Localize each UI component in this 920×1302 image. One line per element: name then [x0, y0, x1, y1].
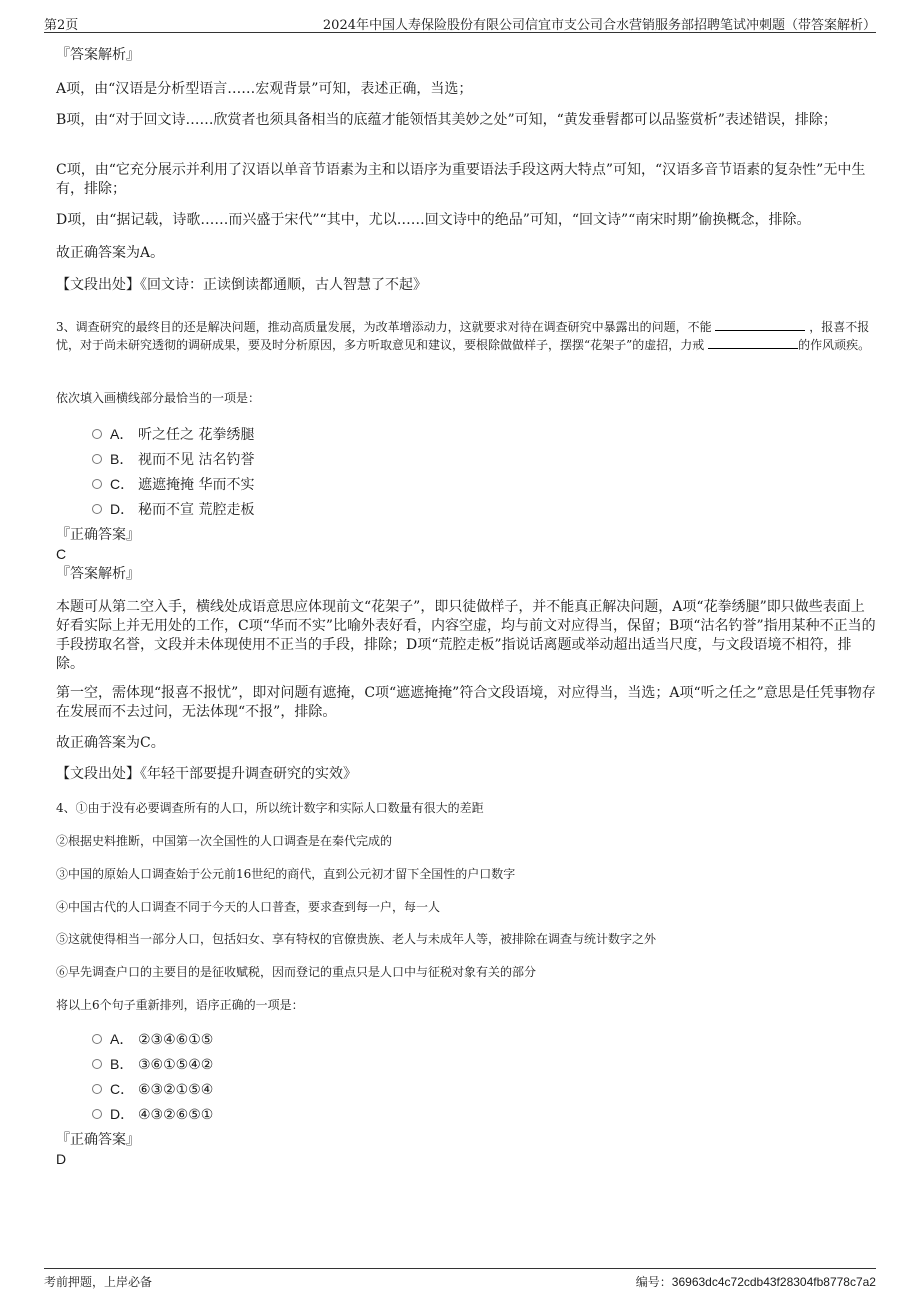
radio-icon[interactable]: [92, 454, 102, 464]
document-title: 2024年中国人寿保险股份有限公司信宜市支公司合水营销服务部招聘笔试冲刺题（带答案解析）: [322, 18, 876, 33]
q3-option-a[interactable]: A． 听之任之 花拳绣腿: [92, 425, 254, 444]
q2-analysis-d: D项，由“据记载，诗歌……而兴盛于宋代”“其中，尤以……回文诗中的绝品”可知，“回文诗”“南宋时期”偷换概念，排除。: [56, 212, 811, 228]
q2-source: 【文段出处】《回文诗：正读倒读都通顺，古人智慧了不起》: [56, 277, 427, 293]
footer-slogan: 考前押题，上岸必备: [44, 1275, 153, 1289]
page-number: 第2页: [44, 18, 79, 33]
q4-sentence-2: ②根据史料推断，中国第一次全国性的人口调查是在秦代完成的: [56, 834, 393, 848]
q2-analysis-b: B项，由“对于回文诗……欣赏者也须具备相当的底蕴才能领悟其美妙之处”可知，“黄发垂髫都可以品鉴赏析”表述错误，排除；: [56, 112, 837, 128]
radio-icon[interactable]: [92, 1034, 102, 1044]
q3-option-b[interactable]: B． 视而不见 沽名钓誉: [92, 450, 254, 469]
q3-stem: [56, 318, 876, 354]
q3-source: 【文段出处】《年轻干部要提升调查研究的实效》: [56, 766, 357, 782]
q3-blank-1: [715, 318, 805, 331]
radio-icon[interactable]: [92, 429, 102, 439]
q3-blank-2: [708, 336, 798, 349]
q4-option-c[interactable]: C． ⑥③②①⑤④: [92, 1080, 213, 1099]
q4-sentence-5: ⑤这就使得相当一部分人口，包括妇女、享有特权的官僚贵族、老人与未成年人等，被排除在调查与统计数字之外: [56, 932, 657, 946]
document-id: 编号：36963dc4c72cdb43f28304fb8778c7a2: [635, 1275, 876, 1289]
q3-correct-answer: C: [56, 546, 67, 562]
q3-stem-part3: 的作风顽疾。: [798, 338, 871, 352]
q4-sentence-4: ④中国古代的人口调查不同于今天的人口普查，要求查到每一户，每一人: [56, 900, 441, 914]
q3-stem-part1: 3、调查研究的最终目的还是解决问题，推动高质量发展，为改革增添动力，这就要求对待在调查研究中暴露出的问题，不能: [56, 320, 712, 334]
q3-stem-part2: ，报喜不报忧，对于尚未研究透彻的调研成果，要及时分析原因，多方听取意见和建议，要根除做做样子，摆摆“花架子”的虚招，力戒: [56, 320, 870, 352]
q3-analysis-2: 第一空，需体现“报喜不报忧”，即对问题有遮掩，C项“遮遮掩掩”符合文段语境，对应得当，当选；A项“听之任之”意思是任凭事物存在发展而不去过问，无法体现“不报”，排除。: [56, 685, 876, 720]
q4-prompt: 将以上6个句子重新排列，语序正确的一项是：: [56, 998, 304, 1012]
q3-conclusion: 故正确答案为C。: [56, 735, 165, 751]
q4-sentence-3: ③中国的原始人口调查始于公元前16世纪的商代，直到公元初才留下全国性的户口数字: [56, 867, 516, 881]
q4-correct-label: 『正确答案』: [56, 1132, 140, 1148]
q2-analysis-label: 『答案解析』: [56, 47, 140, 63]
radio-icon[interactable]: [92, 479, 102, 489]
q4-sentence-1: 4、①由于没有必要调查所有的人口，所以统计数字和实际人口数量有很大的差距: [56, 801, 484, 815]
q3-analysis-1: 本题可从第二空入手，横线处成语意思应体现前文“花架子”，即只徒做样子，并不能真正解决问题，A项“花拳绣腿”即只做些表面上好看实际上并无用处的工作，C项“华而不实”比喻外表好看，内容空虚，均与前文对应得当，保留；B项“沽名钓誉”指用某种不正当的手段捞取名誉，文段并未体现使用不正当的手段，排除；D项“荒腔走板”指说话离题或举动超出适当尺度，与文段语境不相符，排除。: [56, 599, 876, 672]
q2-conclusion: 故正确答案为A。: [56, 245, 165, 261]
q3-option-d[interactable]: D． 秘而不宣 荒腔走板: [92, 500, 254, 519]
q2-analysis-c: C项，由“它充分展示并利用了汉语以单音节语素为主和以语序为重要语法手段这两大特点”可知，“汉语多音节语素的复杂性”无中生有，排除；: [56, 162, 866, 197]
q3-prompt: 依次填入画横线部分最恰当的一项是：: [56, 391, 261, 405]
q3-option-c[interactable]: C． 遮遮掩掩 华而不实: [92, 475, 254, 494]
radio-icon[interactable]: [92, 1109, 102, 1119]
q4-option-a[interactable]: A． ②③④⑥①⑤: [92, 1030, 213, 1049]
q4-option-b[interactable]: B． ③⑥①⑤④②: [92, 1055, 213, 1074]
radio-icon[interactable]: [92, 1059, 102, 1069]
q3-analysis-label: 『答案解析』: [56, 566, 140, 582]
radio-icon[interactable]: [92, 504, 102, 514]
radio-icon[interactable]: [92, 1084, 102, 1094]
q4-option-d[interactable]: D． ④③②⑥⑤①: [92, 1105, 213, 1124]
page-header: [44, 12, 876, 33]
q2-analysis-a: A项，由“汉语是分析型语言……宏观背景”可知，表述正确，当选；: [56, 81, 473, 97]
q4-sentence-6: ⑥早先调查户口的主要目的是征收赋税，因而登记的重点只是人口中与征税对象有关的部分: [56, 965, 537, 979]
q4-correct-answer: D: [56, 1151, 67, 1167]
q3-correct-label: 『正确答案』: [56, 527, 140, 543]
page-footer: [44, 1268, 876, 1293]
